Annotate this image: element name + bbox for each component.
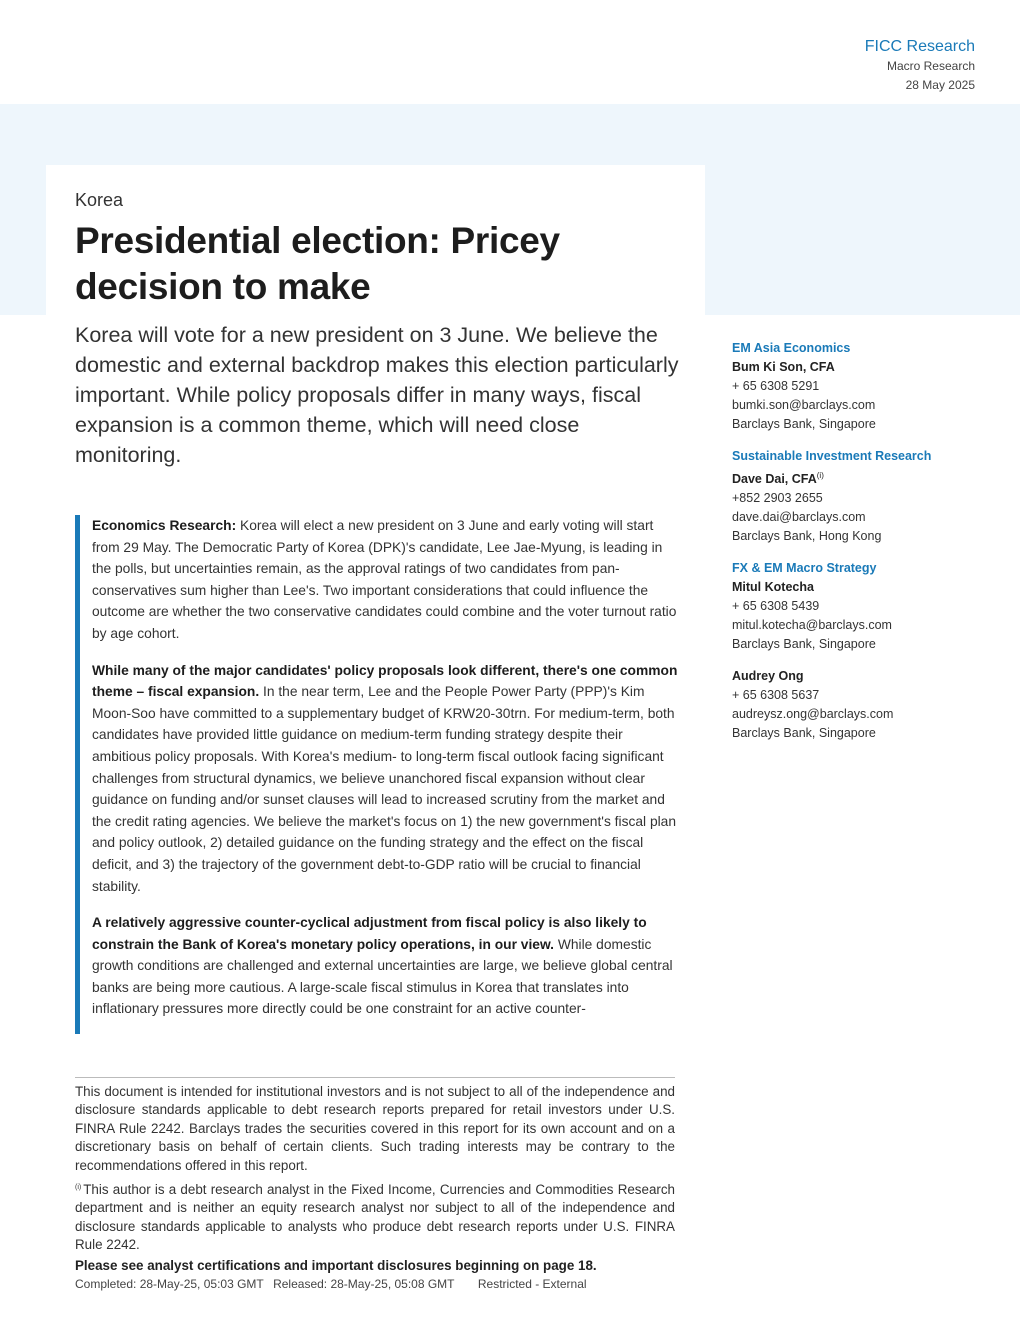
footnote-text: This author is a debt research analyst in the Fixed Income, Currencies and Commodities Research department and is neither an equity research analyst nor subject to all of the independence and disclosure standards applicable to analysts who produce debt research reports under U.S. FINRA Rule 2242. [75,1182,675,1253]
analyst-name-text: Audrey Ong [732,669,804,684]
completed-timestamp: Completed: 28-May-25, 05:03 GMT [75,1277,264,1291]
disclosure-note[interactable]: Please see analyst certifications and important disclosures beginning on page 18. [75,1258,597,1273]
economics-research-body [75,515,680,1034]
country-label: Korea [75,190,124,210]
analyst-group [732,559,982,743]
analyst-email[interactable]: bumki.son@barclays.com [732,398,876,412]
analyst-name [732,358,982,377]
page-title: Presidential election: Pricey decision to make [75,220,560,307]
analyst-name [732,578,982,597]
analyst-group [732,447,982,546]
analyst-email[interactable]: audreysz.ong@barclays.com [732,707,894,722]
analyst-email[interactable]: dave.dai@barclays.com [732,510,866,525]
analyst-office: Barclays Bank, Singapore [732,637,876,652]
body-paragraph [92,660,680,898]
paragraph-lead: While many of the major candidates' policy proposals look different, there's one common theme – fiscal expansion. [92,662,678,700]
footnote-marker: (i) [75,1184,82,1191]
release-status-line [75,1276,593,1292]
institutional-disclaimer: This document is intended for institutional investors and is not subject to all of the independence and disclosure standards applicable to debt research reports prepared for retail investors under U.S. FINRA Rule 2242. Barclays trades the securities covered in this report for its own account and on a discretionary basis on behalf of certain clients. Such trading interests may be contrary to the recommendations offered in this report. [75,1084,675,1173]
analyst-name-text: Bum Ki Son, CFA [732,360,835,374]
section-label: Macro Research [886,59,975,73]
analyst-phone: +852 2903 2655 [732,491,823,506]
analyst-name-text: Mitul Kotecha [732,580,814,595]
body-paragraph [92,912,680,1020]
analyst-footnote [75,1179,675,1255]
analyst-contact [732,667,982,743]
brand-title: FICC Research [864,38,975,55]
analyst-phone: + 65 6308 5439 [732,599,820,614]
analyst-contact [732,578,982,654]
analyst-footnote-marker: (i) [816,471,824,480]
footer-divider [75,1077,675,1078]
analyst-group [732,339,982,434]
analyst-office: Barclays Bank, Hong Kong [732,529,882,544]
analyst-office: Barclays Bank, Singapore [732,726,876,741]
released-timestamp: Released: 28-May-25, 05:08 GMT [273,1277,455,1291]
analyst-phone: + 65 6308 5291 [732,379,820,393]
report-header [865,37,975,95]
paragraph-text: While domestic growth conditions are challenged and external uncertainties are large, we believe global central banks are being more cautious. A large-scale fiscal stimulus in Korea that translates into inflationary pressures more directly could be one constraint for an active counter- [92,936,673,1017]
report-date: 28 May 2025 [905,78,975,92]
analyst-office: Barclays Bank, Singapore [732,417,876,431]
classification-label: Restricted - External [477,1277,587,1291]
report-summary: Korea will vote for a new president on 3 June. We believe the domestic and external backdrop makes this election particularly important. While policy proposals differ in many ways, fiscal expansion is a common theme, which will need close monitoring. [75,323,679,467]
paragraph-lead: A relatively aggressive counter-cyclical adjustment from fiscal policy is also likely to constrain the Bank of Korea's monetary policy operations, in our view. [92,915,647,952]
analyst-contact [732,466,982,546]
analyst-name [732,466,982,489]
analyst-contact [732,358,982,434]
analyst-sidebar [732,339,982,756]
paragraph-lead: Economics Research: [92,518,237,533]
body-paragraph [92,515,680,645]
analyst-name [732,667,982,686]
analyst-group-title: FX & EM Macro Strategy [732,561,877,576]
analyst-group-title: Sustainable Investment Research [732,449,932,463]
paragraph-text: In the near term, Lee and the People Power Party (PPP)'s Kim Moon-Soo have committed to a supplementary budget of KRW20-30trn. For medium-term, both candidates have provided little guidance on medium-term funding strategy despite their ambitious policy proposals. With Korea's medium- to long-term fiscal outlook facing significant challenges from structural dynamics, we believe unanchored fiscal expansion without clear guidance on funding and/or sunset clauses will lead to increased scrutiny from the market and the credit rating agencies. We believe the market's focus on 1) the new government's fiscal plan and policy outlook, 2) detailed guidance on the funding strategy and the effect on the fiscal deficit, and 3) the trajectory of the government debt-to-GDP ratio will be crucial to financial stability. [92,684,677,894]
analyst-email[interactable]: mitul.kotecha@barclays.com [732,618,892,633]
analyst-group-title: EM Asia Economics [732,341,851,355]
analyst-name-text: Dave Dai, CFA [732,472,817,487]
analyst-phone: + 65 6308 5637 [732,688,820,703]
paragraph-text: Korea will elect a new president on 3 June and early voting will start from 29 May. The Democratic Party of Korea (DPK)'s candidate, Lee Jae-Myung, is leading in the polls, but uncertainties remain, as the approval ratings of two candidates from pan-conservatives sum higher than Lee's. Two important considerations that could influence the outcome are whether the two conservative candidates could combine and the voter turnout ratio by age cohort. [92,518,677,641]
